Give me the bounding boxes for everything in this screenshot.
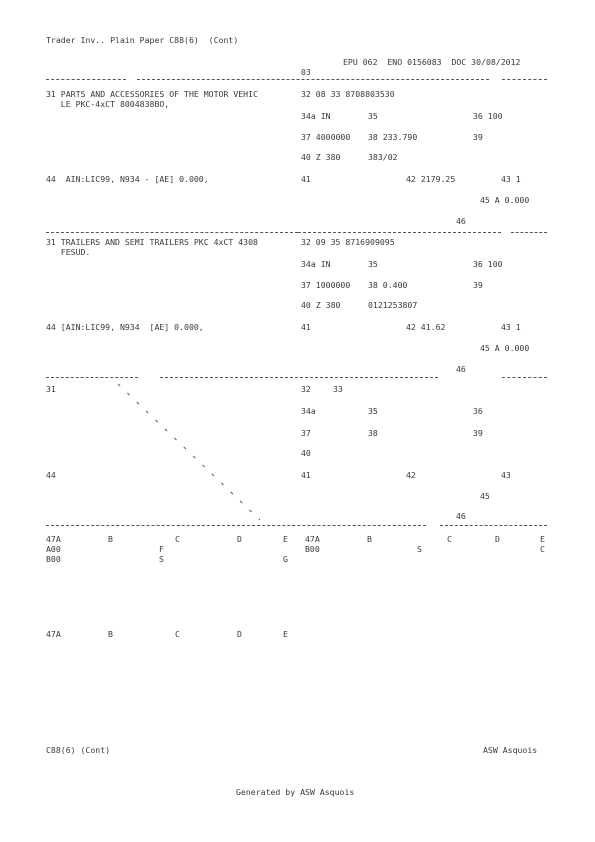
tax-right-e: E	[540, 534, 545, 544]
tax-lower-c: C	[175, 629, 180, 639]
item3-box31: 31	[46, 384, 56, 394]
tax-left-d: D	[237, 534, 242, 544]
tax-right-b: B	[367, 534, 372, 544]
item1-box36: 36 100	[473, 111, 503, 121]
item3-box38: 38	[368, 428, 378, 438]
item1-box37: 37 4000000	[301, 132, 351, 142]
tax-lower-d: D	[237, 629, 242, 639]
item1-description-line1: 31 PARTS AND ACCESSORIES OF THE MOTOR VEHIC	[46, 89, 258, 99]
item3-box42: 42	[406, 470, 416, 480]
item1-box40-reference: 383/02	[368, 152, 398, 162]
item2-box43: 43 1	[501, 322, 521, 332]
tax-right-b00: B00	[305, 544, 320, 554]
tax-lower-e: E	[283, 629, 288, 639]
item2-box39: 39	[473, 280, 483, 290]
tax-right-s: S	[417, 544, 422, 554]
item2-box45: 45 A 0.000	[480, 343, 530, 353]
item2-box44: 44 [AIN:LIC99, N934 [AE] 0.000,	[46, 322, 204, 332]
divider	[46, 525, 426, 526]
item3-box32: 32	[301, 384, 311, 394]
item3-box43: 43	[501, 470, 511, 480]
item3-box33: 33	[333, 384, 343, 394]
divider	[440, 525, 547, 526]
item3-box44: 44	[46, 470, 56, 480]
item1-box35: 35	[368, 111, 378, 121]
tax-lower-47a: 47A	[46, 629, 61, 639]
item1-box38: 38 233.790	[368, 132, 418, 142]
item2-description-line1: 31 TRAILERS AND SEMI TRAILERS PKC 4xCT 4308	[46, 237, 258, 247]
tax-left-47a: 47A	[46, 534, 61, 544]
item2-box42: 42 41.62	[406, 322, 446, 332]
item3-box36: 36	[473, 406, 483, 416]
footer-generated-by: Generated by ASW Asquois	[236, 787, 355, 797]
tax-right-c-end: C	[540, 544, 545, 554]
item2-box40-reference: 0121253807	[368, 300, 418, 310]
item3-box34a: 34a	[301, 406, 316, 416]
item3-box35: 35	[368, 406, 378, 416]
item1-commodity-code: 32 08 33 8708803530	[301, 89, 395, 99]
item1-box44: 44 AIN:LIC99, N934 - [AE] 0.000,	[46, 174, 209, 184]
item1-box34a: 34a IN	[301, 111, 331, 121]
tax-right-d: D	[495, 534, 500, 544]
item2-box34a: 34a IN	[301, 259, 331, 269]
item2-commodity-code: 32 09 35 8716909095	[301, 237, 395, 247]
item2-box36: 36 100	[473, 259, 503, 269]
item1-box46: 46	[456, 216, 466, 226]
tax-lower-b: B	[108, 629, 113, 639]
item3-box41: 41	[301, 470, 311, 480]
item1-box45: 45 A 0.000	[480, 195, 530, 205]
item2-box40: 40 Z 380	[301, 300, 341, 310]
tax-left-a00: A00	[46, 544, 61, 554]
item3-box40: 40	[301, 448, 311, 458]
tax-left-e: E	[283, 534, 288, 544]
tax-right-47a: 47A	[305, 534, 320, 544]
item2-box41: 41	[301, 322, 311, 332]
item1-box40: 40 Z 380	[301, 152, 341, 162]
box-03-label: 03	[301, 67, 311, 77]
item3-box45: 45	[480, 491, 490, 501]
item2-description-line2: FESUD.	[46, 247, 91, 257]
item1-box42: 42 2179.25	[406, 174, 456, 184]
item1-box43: 43 1	[501, 174, 521, 184]
item3-box46: 46	[456, 511, 466, 521]
item3-box39: 39	[473, 428, 483, 438]
tax-left-s: S	[159, 554, 164, 564]
item2-box46: 46	[456, 364, 466, 374]
item2-box37: 37 1000000	[301, 280, 351, 290]
tax-left-b: B	[108, 534, 113, 544]
reference-line: EPU 062 ENO 0156083 DOC 30/08/2012	[343, 57, 521, 67]
item1-box39: 39	[473, 132, 483, 142]
item2-box38: 38 0.400	[368, 280, 408, 290]
tax-right-c: C	[447, 534, 452, 544]
item3-box37: 37	[301, 428, 311, 438]
item2-box35: 35	[368, 259, 378, 269]
item1-description-line2: LE PKC-4xCT 8004838BO,	[46, 99, 170, 109]
tax-left-b00: B00	[46, 554, 61, 564]
item1-box41: 41	[301, 174, 311, 184]
tax-left-f: F	[159, 544, 164, 554]
footer-author: ASW Asquois	[483, 745, 538, 755]
tax-left-c: C	[175, 534, 180, 544]
document-title: Trader Inv.. Plain Paper C88(6) (Cont)	[46, 35, 239, 45]
footer-form-reference: C88(6) (Cont)	[46, 745, 111, 755]
tax-left-g: G	[283, 554, 288, 564]
